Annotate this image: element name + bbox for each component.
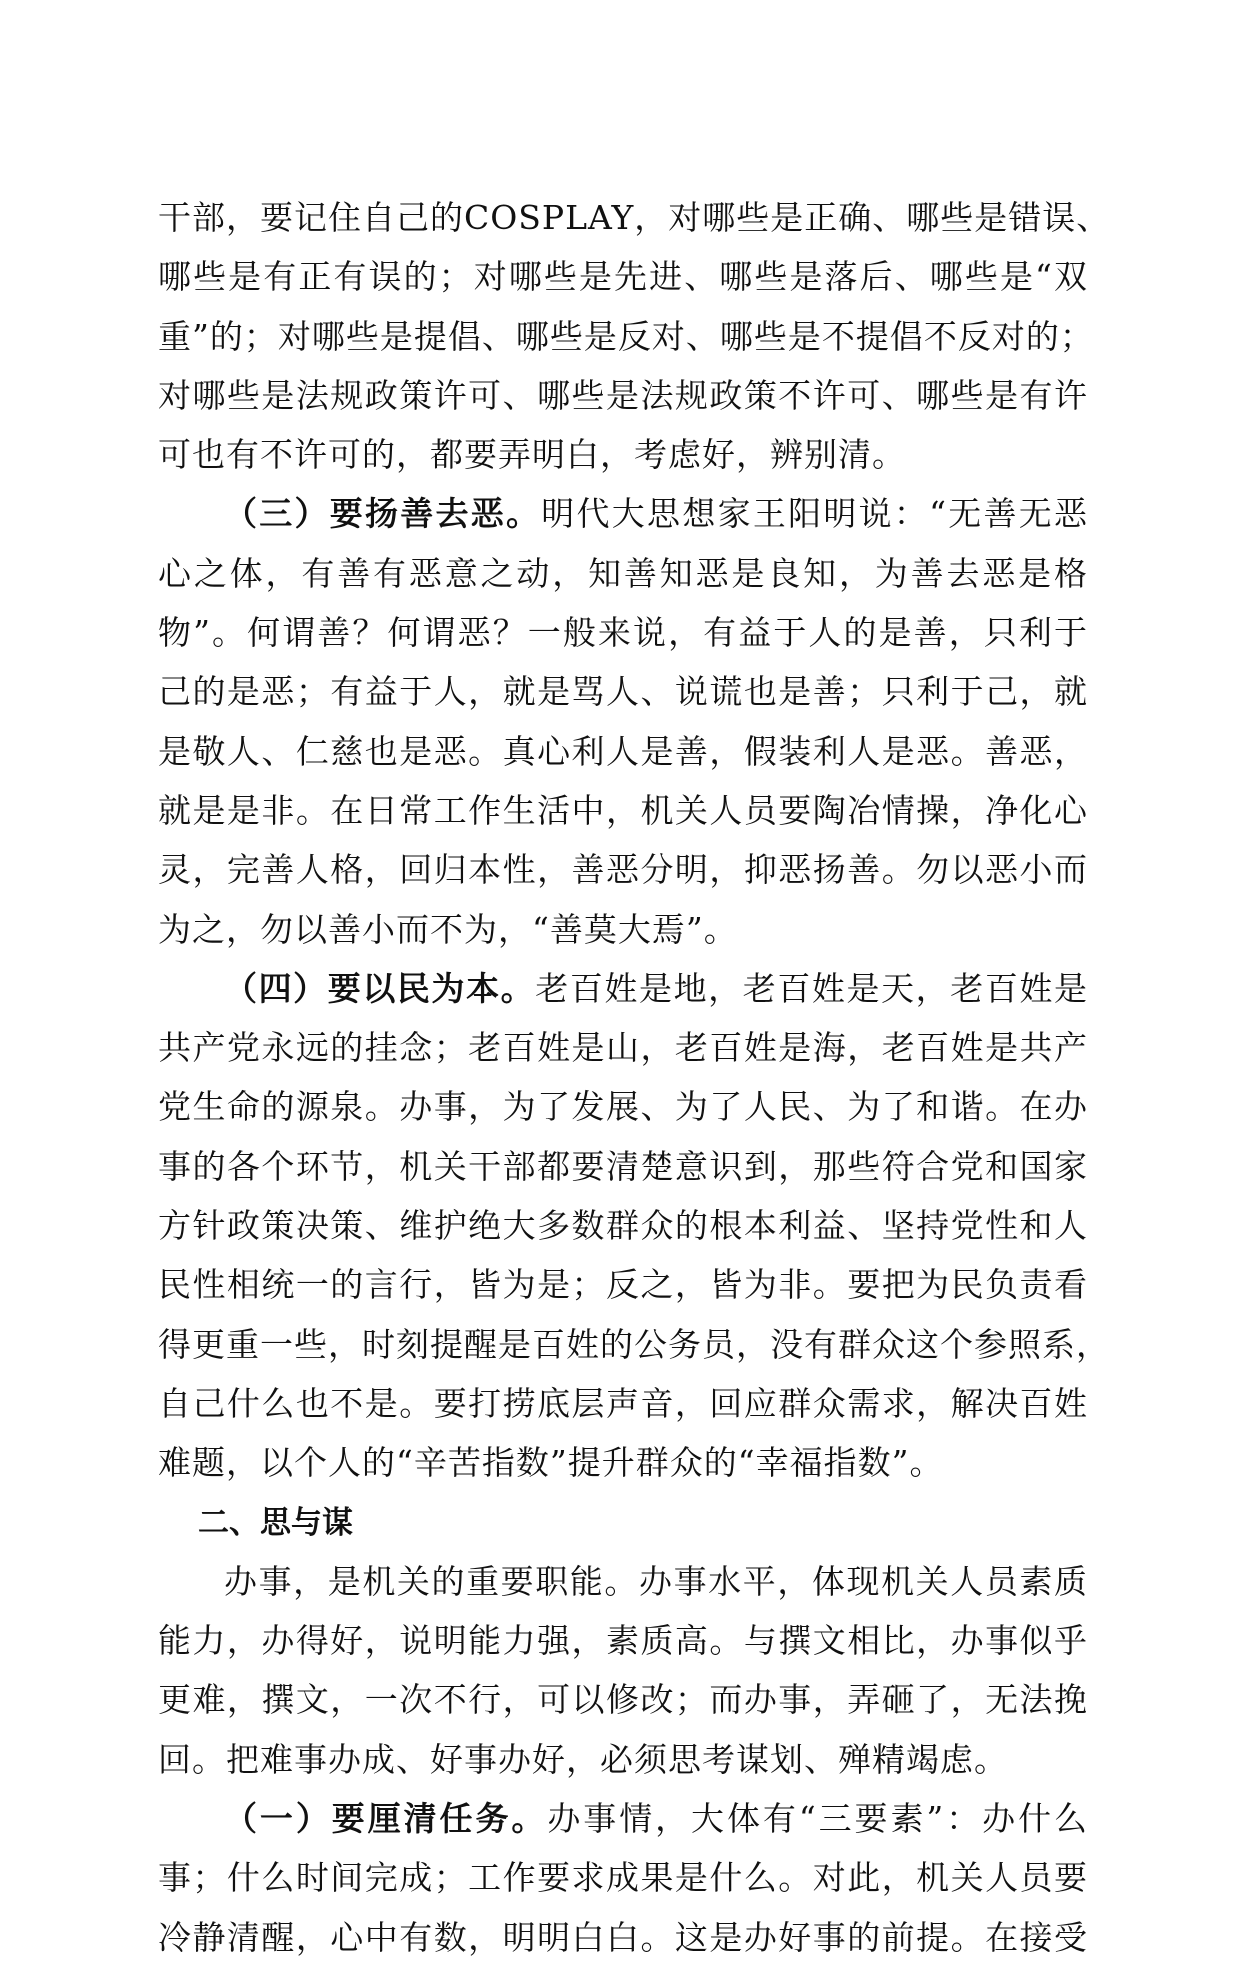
text-line: 党生命的源泉。办事，为了发展、为了人民、为了和谐。在办 [158,1087,1088,1127]
paragraph-first-line [158,967,1088,1011]
text-line: 哪些是有正有误的；对哪些是先进、哪些是落后、哪些是“双 [158,257,1088,297]
text-run: 办事情，大体有“三要素”：办什么 [547,1799,1088,1839]
text-line: 干部，要记住自己的COSPLAY，对哪些是正确、哪些是错误、 [158,198,1111,237]
text-line: 灵，完善人格，回归本性，善恶分明，抑恶扬善。勿以恶小而 [158,850,1088,890]
text-line: 回。把难事办成、好事办好，必须思考谋划、殚精竭虑。 [158,1739,1008,1779]
section-lead: （四）要以民为本。 [224,968,536,1008]
text-line: 自己什么也不是。要打捞底层声音，回应群众需求，解决百姓 [158,1383,1088,1423]
paragraph-first-line: 办事，是机关的重要职能。办事水平，体现机关人员素质 [224,1561,1088,1601]
text-line: 民性相统一的言行，皆为是；反之，皆为非。要把为民负责看 [158,1265,1088,1305]
text-line: 物”。何谓善？何谓恶？一般来说，有益于人的是善，只利于 [158,613,1088,653]
text-line: 方针政策决策、维护绝大多数群众的根本利益、坚持党性和人 [158,1206,1088,1246]
text-line: 更难，撰文，一次不行，可以修改；而办事，弄砸了，无法挽 [158,1680,1088,1720]
text-line: 难题，以个人的“辛苦指数”提升群众的“幸福指数”。 [158,1443,944,1483]
text-line: 心之体，有善有恶意之动，知善知恶是良知，为善去恶是格 [158,553,1088,593]
text-line: 为之，勿以善小而不为，“善莫大焉”。 [158,909,738,949]
text-run: 明代大思想家王阳明说：“无善无恶 [541,494,1088,534]
text-line: 事；什么时间完成；工作要求成果是什么。对此，机关人员要 [158,1858,1088,1898]
paragraph-first-line [158,1797,1088,1841]
text-line: 共产党永远的挂念；老百姓是山，老百姓是海，老百姓是共产 [158,1028,1088,1068]
text-line: 事的各个环节，机关干部都要清楚意识到，那些符合党和国家 [158,1146,1088,1186]
text-line: 能力，办得好，说明能力强，素质高。与撰文相比，办事似乎 [158,1621,1088,1661]
text-line: 冷静清醒，心中有数，明明白白。这是办好事的前提。在接受 [158,1917,1088,1957]
text-line: 得更重一些，时刻提醒是百姓的公务员，没有群众这个参照系， [158,1324,1110,1364]
document-page [158,196,1111,1975]
section-lead: （三）要扬善去恶。 [224,494,542,534]
text-line: 可也有不许可的，都要弄明白，考虑好，辨别清。 [158,435,906,475]
text-line: 己的是恶；有益于人，就是骂人、说谎也是善；只利于己，就 [158,672,1088,712]
text-line: 是敬人、仁慈也是恶。真心利人是善，假装利人是恶。善恶， [158,731,1088,771]
section-lead: （一）要厘清任务。 [224,1799,548,1839]
text-line: 重”的；对哪些是提倡、哪些是反对、哪些是不提倡不反对的； [158,316,1094,356]
paragraph-first-line [158,492,1088,536]
section-heading: 二、思与谋 [198,1504,353,1541]
text-line: 对哪些是法规政策许可、哪些是法规政策不许可、哪些是有许 [158,375,1088,415]
text-line: 就是是非。在日常工作生活中，机关人员要陶冶情操，净化心 [158,790,1088,830]
text-run: 老百姓是地，老百姓是天，老百姓是 [535,968,1089,1008]
